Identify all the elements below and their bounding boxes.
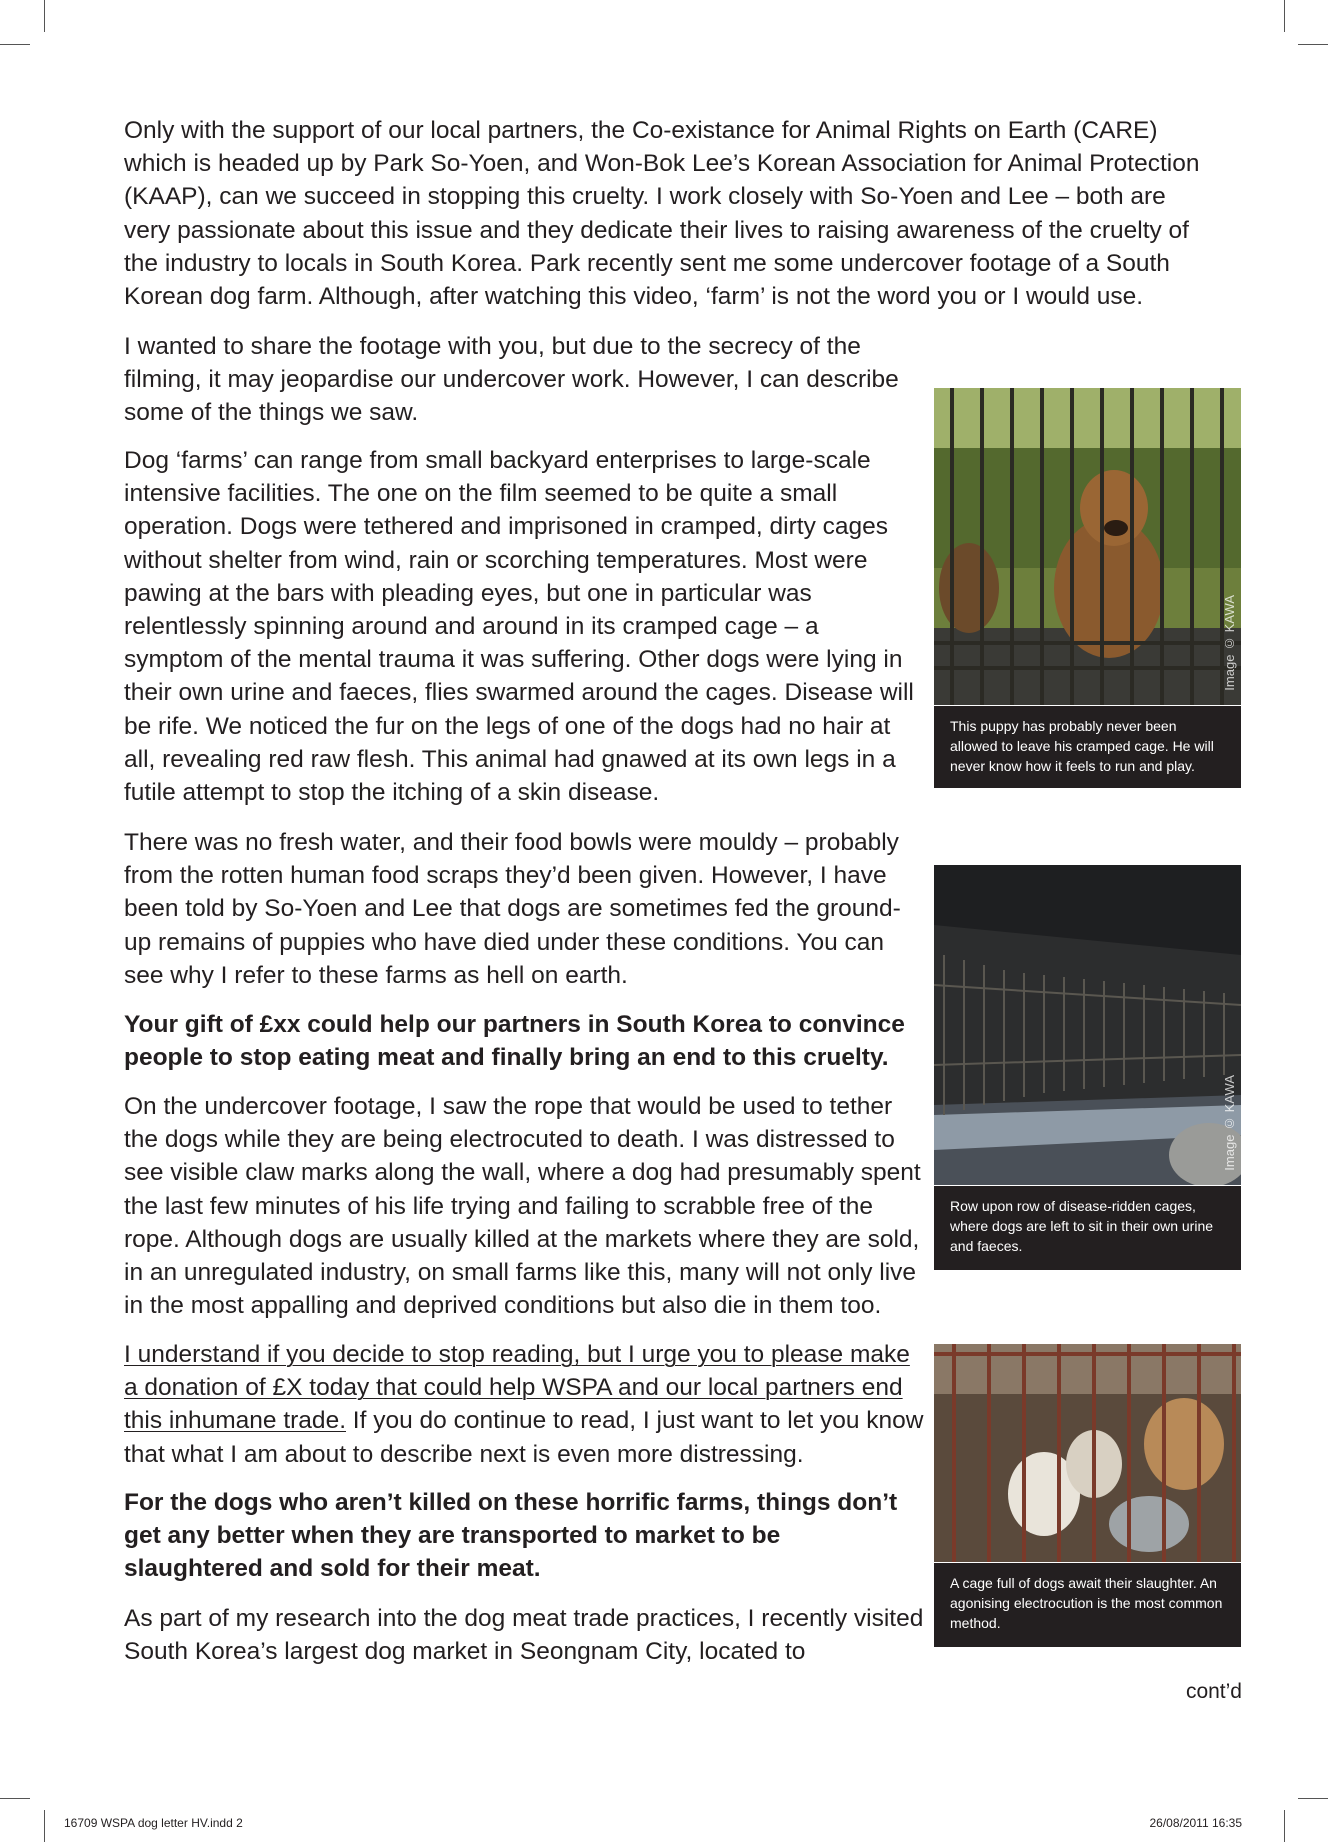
donation-rest-text: If you do continue to read, I just want to let you know that what I am about to describe next is even more distressing. (124, 1407, 924, 1468)
puppy-caption: This puppy has probably never been allowed to leave his cramped cage. He will never know how it feels to run and play. (934, 706, 1241, 788)
crop-mark (1298, 44, 1328, 45)
photo-credit: Image © KAWA (1222, 595, 1237, 691)
paragraph-gift-appeal: Your gift of £xx could help our partners in South Korea to convince people to stop eating meat and finally bring an end to this cruelty. (124, 1011, 905, 1072)
crop-mark (44, 0, 45, 32)
paragraph-transport: For the dogs who aren’t killed on these horrific farms, things don’t get any better when they are transported to market to be slaughtered and sold for their meat. (124, 1489, 898, 1583)
donation-link[interactable]: I understand if you decide to stop reading, but I urge you to please make a donation of £X today that could help WSPA and our local partners end this inhumane trade. (124, 1341, 910, 1435)
paragraph-food-water: There was no fresh water, and their food bowls were mouldy – probably from the rotten human food scraps they’d been given. However, I have been told by So-Yoen and Lee that dogs are sometimes fed the ground-up remains of puppies who have died under these conditions. You can see why I refer to these farms as hell on earth. (124, 829, 901, 989)
crop-mark (1284, 0, 1285, 32)
crop-mark (0, 1798, 30, 1799)
crop-mark (44, 1810, 45, 1842)
paragraph-dog-farms: Dog ‘farms’ can range from small backyard enterprises to large-scale intensive facilities. The one on the film seemed to be quite a small operation. Dogs were tethered and imprisoned in cramped, dirty cages without shelter from wind, rain or scorching temperatures. Most were pawing at the bars with pleading eyes, but one in particular was relentlessly spinning around and around in its cramped cage – a symptom of the mental trauma it was suffering. Other dogs were lying in their own urine and faeces, flies swarmed around the cages. Disease will be rife. We noticed the fur on the legs of one of the dogs had no hair at all, revealing red raw flesh. This animal had gnawed at its own legs in a futile attempt to stop the itching of a skin disease. (124, 447, 914, 807)
cage-rows-caption: Row upon row of disease-ridden cages, where dogs are left to sit in their own urine and faeces. (934, 1186, 1241, 1270)
cage-rows-photo (934, 865, 1241, 1185)
crop-mark (0, 44, 30, 45)
crop-mark (1284, 1810, 1285, 1842)
paragraph-donation (124, 1338, 924, 1471)
file-slug: 16709 WSPA dog letter HV.indd 2 (64, 1816, 243, 1830)
continued-label: cont’d (1185, 1680, 1242, 1703)
paragraph-footage: I wanted to share the footage with you, but due to the secrecy of the filming, it may jeopardise our undercover work. However, I can describe some of the things we saw. (124, 333, 899, 427)
photo-credit: Image © KAWA (1222, 1075, 1237, 1171)
puppy-photo (934, 388, 1241, 705)
crop-mark (1298, 1798, 1328, 1799)
caged-dogs-caption: A cage full of dogs await their slaughter. An agonising electrocution is the most common method. (934, 1563, 1241, 1647)
paragraph-care-partners: Only with the support of our local partners, the Co-existance for Animal Rights on Earth (CARE) which is headed up by Park So-Yoen, and Won-Bok Lee’s Korean Association for Animal Protection (KAAP), can we succeed in stopping this cruelty. I work closely with So-Yoen and Lee – both are very passionate about this issue and they dedicate their lives to raising awareness of the cruelty of the industry to locals in South Korea. Park recently sent me some undercover footage of a South Korean dog farm. Although, after watching this video, ‘farm’ is not the word you or I would use. (124, 117, 1200, 311)
paragraph-market-visit: As part of my research into the dog meat trade practices, I recently visited South Korea’s largest dog market in Seongnam City, located to (124, 1605, 924, 1666)
date-slug: 26/08/2011 16:35 (1149, 1816, 1242, 1830)
caged-dogs-photo (934, 1344, 1241, 1562)
paragraph-electrocution: On the undercover footage, I saw the rope that would be used to tether the dogs while they are being electrocuted to death. I was distressed to see visible claw marks along the wall, where a dog had presumably spent the last few minutes of his life trying and failing to scrabble free of the rope. Although dogs are usually killed at the markets where they are sold, in an unregulated industry, on small farms like this, many will not only live in the most appalling and deprived conditions but also die in them too. (124, 1093, 921, 1320)
